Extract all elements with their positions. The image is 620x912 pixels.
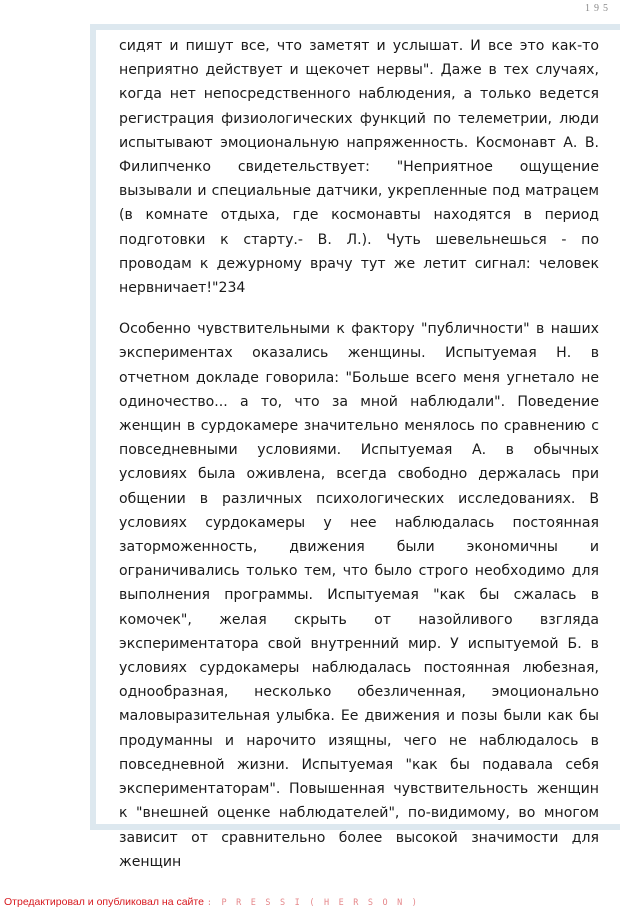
text-body <box>119 34 599 874</box>
page-number: 195 <box>585 3 612 14</box>
paragraph-1: сидят и пишут все, что заметят и услышат. И все это как-то неприятно действует и щекочет нервы". Даже в тех случаях, когда нет непосредственного наблюдения, а только ведется регистрация физиологических функций по телеметрии, люди испытывают эмоциональную напряженность. Космонавт А. В. Филипченко свидетельствует: "Неприятное ощущение вызывали и специальные датчики, укрепленные под матрацем (в комнате отдыха, где космонавты находятся в период подготовки к старту.- В. Л.). Чуть шевельнешься - по проводам к дежурному врачу тут же летит сигнал: человек нервничает!"234 <box>119 38 599 297</box>
paragraph-2: Особенно чувствительными к фактору "публичности" в наших экспериментах оказались женщины. Испытуемая Н. в отчетном докладе говорила: "Больше всего меня угнетало не одиночество... а то, что за мной наблюдали". Поведение женщин в сурдокамере значительно менялось по сравнению с повседневными условиями. Испытуемая А. в обычных условиях была оживлена, всегда свободно держалась при общении в различных психологических исследованиях. В условиях сурдокамеры у нее наблюдалась постоянная заторможенность, движения были экономичны и ограничивались только тем, что было строго необходимо для выполнения программы. Испытуемая "как бы сжалась в комочек", желая скрыть от назойливого взгляда экспериментатора свой внутренний мир. У испытуемой Б. в условиях сурдокамеры наблюдалась постоянная любезная, однообразная, несколько обезличенная, эмоционально маловыразительная улыбка. Ее движения и позы были как бы продуманны и нарочито изящны, чего не наблюдалось в повседневной жизни. Испытуемая "как бы подавала себя экспериментаторам". Повышенная чувствительность женщин к "внешней оценке наблюдателей", по-видимому, во многом зависит от сравнительно более высокой значимости для женщин <box>119 321 599 870</box>
footer-site-link[interactable]: : P R E S S I ( H E R S O N ) <box>206 898 420 908</box>
footer-credit: Отредактировал и опубликовал на сайте <box>4 896 204 908</box>
footer <box>4 896 419 908</box>
